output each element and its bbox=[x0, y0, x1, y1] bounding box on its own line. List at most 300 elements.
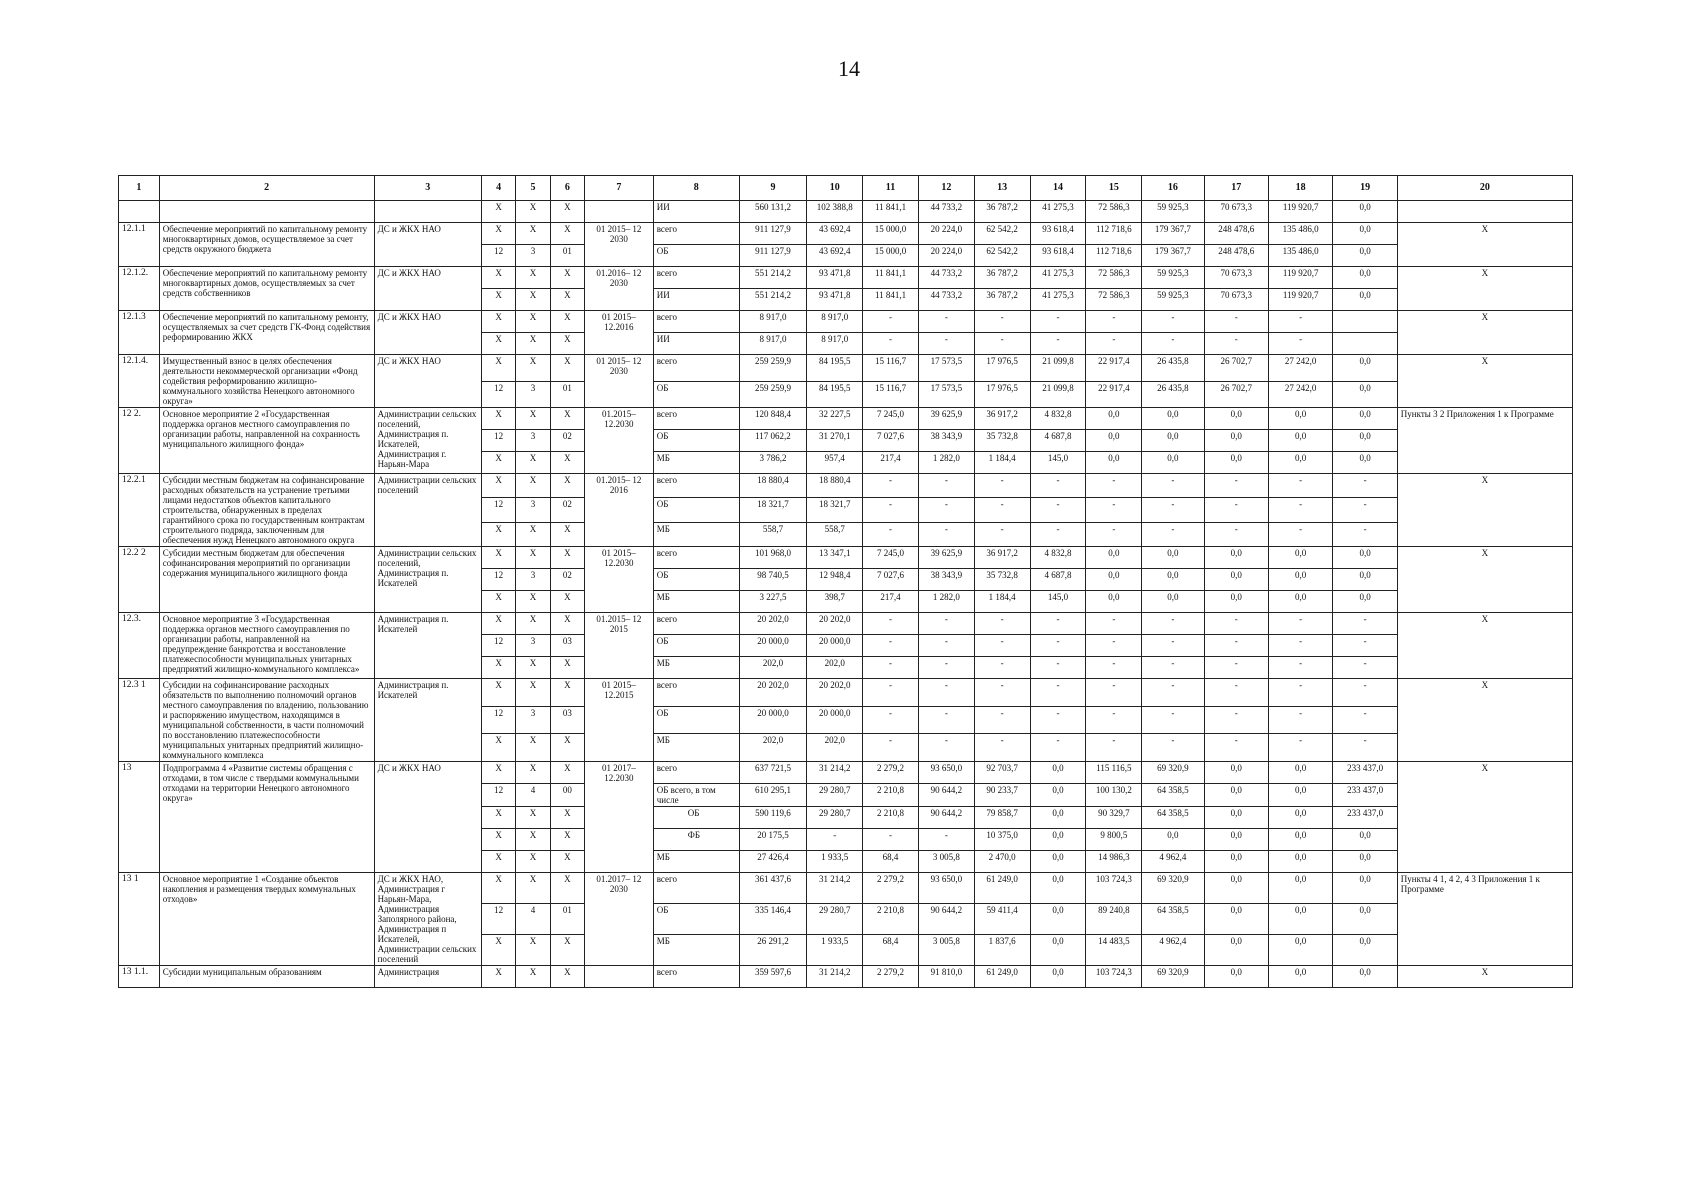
value-cell: 233 437,0 bbox=[1333, 784, 1397, 807]
value-cell: 0,0 bbox=[1142, 408, 1204, 430]
row-note: Х bbox=[1397, 679, 1572, 762]
value-cell: 0,0 bbox=[1268, 829, 1332, 851]
value-cell: - bbox=[1268, 474, 1332, 498]
value-cell: - bbox=[1030, 657, 1086, 679]
code-subsection: 3 bbox=[516, 498, 550, 522]
value-cell: 84 195,5 bbox=[807, 381, 863, 408]
code-item: Х bbox=[550, 762, 584, 784]
row-code: 12.2 2 bbox=[119, 547, 160, 613]
code-section: Х bbox=[481, 311, 515, 333]
value-cell: 3 005,8 bbox=[918, 851, 974, 873]
value-cell: - bbox=[1030, 498, 1086, 522]
value-cell: 0,0 bbox=[1204, 762, 1268, 784]
value-cell: 0,0 bbox=[1333, 851, 1397, 873]
row-code: 13 bbox=[119, 762, 160, 873]
value-cell: 93 618,4 bbox=[1030, 223, 1086, 245]
value-cell: - bbox=[1030, 474, 1086, 498]
value-cell: 31 214,2 bbox=[807, 762, 863, 784]
value-cell: 35 732,8 bbox=[974, 569, 1030, 591]
value-cell: 29 280,7 bbox=[807, 904, 863, 935]
value-cell: 1 933,5 bbox=[807, 851, 863, 873]
row-code: 12.1.3 bbox=[119, 311, 160, 355]
column-header-9: 9 bbox=[739, 176, 807, 201]
value-cell: 335 146,4 bbox=[739, 904, 807, 935]
funding-source: МБ bbox=[653, 935, 739, 966]
value-cell: 15 000,0 bbox=[863, 245, 919, 267]
value-cell: 145,0 bbox=[1030, 452, 1086, 474]
value-cell: 0,0 bbox=[1333, 935, 1397, 966]
funding-source: МБ bbox=[653, 591, 739, 613]
code-item: Х bbox=[550, 807, 584, 829]
value-cell: 590 119,6 bbox=[739, 807, 807, 829]
code-section: Х bbox=[481, 851, 515, 873]
row-name: Обеспечение мероприятий по капитальному ремонту многоквартирных домов, осуществляемое за счет средств окружного бюджета bbox=[159, 223, 374, 267]
value-cell: - bbox=[1268, 311, 1332, 333]
column-header-4: 4 bbox=[481, 176, 515, 201]
value-cell: 90 329,7 bbox=[1086, 807, 1142, 829]
value-cell: 18 321,7 bbox=[807, 498, 863, 522]
column-header-8: 8 bbox=[653, 176, 739, 201]
row-note: Пункты 3 2 Приложения 1 к Программе bbox=[1397, 408, 1572, 474]
value-cell: 233 437,0 bbox=[1333, 807, 1397, 829]
code-section: 12 bbox=[481, 706, 515, 734]
code-section: Х bbox=[481, 355, 515, 382]
value-cell: 93 471,8 bbox=[807, 267, 863, 289]
value-cell bbox=[1333, 333, 1397, 355]
value-cell: - bbox=[1142, 734, 1204, 762]
value-cell: 27 242,0 bbox=[1268, 355, 1332, 382]
value-cell: - bbox=[1204, 333, 1268, 355]
value-cell: 0,0 bbox=[1268, 762, 1332, 784]
value-cell: - bbox=[974, 474, 1030, 498]
funding-source: МБ bbox=[653, 734, 739, 762]
code-section: 12 bbox=[481, 245, 515, 267]
value-cell: 9 800,5 bbox=[1086, 829, 1142, 851]
value-cell: - bbox=[1086, 333, 1142, 355]
row-code: 12 2. bbox=[119, 408, 160, 474]
value-cell: 0,0 bbox=[1086, 452, 1142, 474]
row-name: Подпрограмма 4 «Развитие системы обращения с отходами, в том числе с твердыми коммунальными отходами на территории Ненецкого автономного округа» bbox=[159, 762, 374, 873]
value-cell: 64 358,5 bbox=[1142, 904, 1204, 935]
code-section: 12 bbox=[481, 635, 515, 657]
row-executor: ДС и ЖКХ НАО bbox=[374, 223, 481, 267]
value-cell: - bbox=[918, 829, 974, 851]
code-section: Х bbox=[481, 807, 515, 829]
row-name: Основное мероприятие 3 «Государственная поддержка органов местного самоуправления по организации работы, направленной на предупреждение банкротства и восстановление платежеспособности муниципальных унитарных предприятий жилищно-коммунального комплекса» bbox=[159, 613, 374, 679]
value-cell: 202,0 bbox=[807, 657, 863, 679]
value-cell: 551 214,2 bbox=[739, 267, 807, 289]
column-header-13: 13 bbox=[974, 176, 1030, 201]
value-cell: - bbox=[1030, 522, 1086, 546]
funding-source: всего bbox=[653, 267, 739, 289]
value-cell: 93 650,0 bbox=[918, 873, 974, 904]
value-cell: 0,0 bbox=[1086, 569, 1142, 591]
value-cell: - bbox=[1204, 613, 1268, 635]
value-cell: 0,0 bbox=[1268, 430, 1332, 452]
code-item: Х bbox=[550, 223, 584, 245]
value-cell: 217,4 bbox=[863, 591, 919, 613]
value-cell: 26 435,8 bbox=[1142, 381, 1204, 408]
row-period: 01 2015– 12.2030 bbox=[585, 547, 654, 613]
code-section: Х bbox=[481, 474, 515, 498]
value-cell: 0,0 bbox=[1086, 547, 1142, 569]
value-cell: 911 127,9 bbox=[739, 245, 807, 267]
value-cell: 0,0 bbox=[1268, 873, 1332, 904]
value-cell: 0,0 bbox=[1333, 267, 1397, 289]
row-code: 12.1.1 bbox=[119, 223, 160, 267]
value-cell: 20 000,0 bbox=[807, 706, 863, 734]
code-item: Х bbox=[550, 734, 584, 762]
value-cell: 0,0 bbox=[1268, 452, 1332, 474]
column-header-11: 11 bbox=[863, 176, 919, 201]
code-subsection: Х bbox=[516, 408, 550, 430]
value-cell: 12 948,4 bbox=[807, 569, 863, 591]
value-cell: - bbox=[918, 474, 974, 498]
value-cell: 17 573,5 bbox=[918, 381, 974, 408]
value-cell: - bbox=[1268, 734, 1332, 762]
table-row bbox=[119, 223, 1573, 245]
value-cell: 43 692,4 bbox=[807, 245, 863, 267]
value-cell: 18 880,4 bbox=[807, 474, 863, 498]
value-cell: 4 962,4 bbox=[1142, 935, 1204, 966]
code-item: Х bbox=[550, 829, 584, 851]
value-cell: 0,0 bbox=[1204, 591, 1268, 613]
value-cell: 18 321,7 bbox=[739, 498, 807, 522]
column-header-18: 18 bbox=[1268, 176, 1332, 201]
value-cell: 1 184,4 bbox=[974, 452, 1030, 474]
value-cell: 10 375,0 bbox=[974, 829, 1030, 851]
row-code: 12.2.1 bbox=[119, 474, 160, 547]
value-cell: - bbox=[974, 706, 1030, 734]
value-cell: 957,4 bbox=[807, 452, 863, 474]
row-executor: Администрации сельских поселений, Администрация п. Искателей, Администрация г. Нарьян-Мара bbox=[374, 408, 481, 474]
value-cell: 4 832,8 bbox=[1030, 547, 1086, 569]
value-cell: - bbox=[1333, 635, 1397, 657]
row-code: 12.1.4. bbox=[119, 355, 160, 408]
value-cell: 93 471,8 bbox=[807, 289, 863, 311]
row-executor: ДС и ЖКХ НАО bbox=[374, 267, 481, 311]
table-row bbox=[119, 311, 1573, 333]
row-executor: ДС и ЖКХ НАО bbox=[374, 355, 481, 408]
value-cell: 248 478,6 bbox=[1204, 245, 1268, 267]
table-row bbox=[119, 762, 1573, 784]
funding-source: всего bbox=[653, 474, 739, 498]
value-cell: 20 224,0 bbox=[918, 223, 974, 245]
value-cell: - bbox=[918, 613, 974, 635]
value-cell: 29 280,7 bbox=[807, 807, 863, 829]
value-cell: - bbox=[1333, 679, 1397, 707]
code-subsection: Х bbox=[516, 201, 550, 223]
value-cell: 610 295,1 bbox=[739, 784, 807, 807]
value-cell: - bbox=[1086, 474, 1142, 498]
row-note: Х bbox=[1397, 311, 1572, 355]
value-cell: 2 210,8 bbox=[863, 784, 919, 807]
code-subsection: Х bbox=[516, 333, 550, 355]
value-cell: 359 597,6 bbox=[739, 966, 807, 988]
value-cell: 119 920,7 bbox=[1268, 201, 1332, 223]
value-cell: - bbox=[1142, 311, 1204, 333]
funding-source: МБ bbox=[653, 522, 739, 546]
value-cell: 558,7 bbox=[807, 522, 863, 546]
value-cell: - bbox=[918, 657, 974, 679]
value-cell: - bbox=[1142, 474, 1204, 498]
value-cell: 7 245,0 bbox=[863, 547, 919, 569]
value-cell: 637 721,5 bbox=[739, 762, 807, 784]
value-cell: - bbox=[1204, 474, 1268, 498]
value-cell: 0,0 bbox=[1333, 408, 1397, 430]
code-section: Х bbox=[481, 734, 515, 762]
code-subsection: Х bbox=[516, 734, 550, 762]
value-cell: 0,0 bbox=[1204, 547, 1268, 569]
header-row bbox=[119, 176, 1573, 201]
value-cell: 22 917,4 bbox=[1086, 381, 1142, 408]
value-cell: - bbox=[1030, 311, 1086, 333]
value-cell: 91 810,0 bbox=[918, 966, 974, 988]
value-cell: 20 202,0 bbox=[807, 679, 863, 707]
value-cell: 32 227,5 bbox=[807, 408, 863, 430]
value-cell: 0,0 bbox=[1204, 935, 1268, 966]
row-period: 01 2015– 12.2015 bbox=[585, 679, 654, 762]
value-cell: 44 733,2 bbox=[918, 267, 974, 289]
row-code: 13 1 bbox=[119, 873, 160, 966]
value-cell: - bbox=[863, 613, 919, 635]
row-period: 01 2015– 12.2016 bbox=[585, 311, 654, 355]
value-cell: 0,0 bbox=[1268, 569, 1332, 591]
value-cell: 35 732,8 bbox=[974, 430, 1030, 452]
value-cell: - bbox=[1204, 679, 1268, 707]
value-cell: 59 925,3 bbox=[1142, 289, 1204, 311]
value-cell: 0,0 bbox=[1268, 591, 1332, 613]
code-item: Х bbox=[550, 679, 584, 707]
value-cell: 39 625,9 bbox=[918, 547, 974, 569]
row-name: Имущественный взнос в целях обеспечения деятельности некоммерческой организации «Фонд содействия реформированию жилищно-коммунального хозяйства Ненецкого автономного округа» bbox=[159, 355, 374, 408]
code-section: Х bbox=[481, 762, 515, 784]
code-item: Х bbox=[550, 851, 584, 873]
value-cell: 0,0 bbox=[1333, 547, 1397, 569]
code-item: Х bbox=[550, 935, 584, 966]
value-cell: 72 586,3 bbox=[1086, 289, 1142, 311]
value-cell: - bbox=[1030, 679, 1086, 707]
value-cell: 0,0 bbox=[1030, 851, 1086, 873]
value-cell: 0,0 bbox=[1204, 569, 1268, 591]
row-name: Субсидии муниципальным образованиям bbox=[159, 966, 374, 988]
table-row bbox=[119, 679, 1573, 707]
value-cell: 0,0 bbox=[1333, 430, 1397, 452]
code-subsection: Х bbox=[516, 289, 550, 311]
code-item: Х bbox=[550, 311, 584, 333]
value-cell: 0,0 bbox=[1030, 784, 1086, 807]
row-name: Субсидии местным бюджетам на софинансирование расходных обязательств на устранение третьими лицами недостатков объектов капитального строительства, обнаруженных в пределах гарантийного срока по государственным контрактам строительного подряда, заключенным для обеспечения нужд Ненецкого автономного округа bbox=[159, 474, 374, 547]
value-cell: - bbox=[1333, 657, 1397, 679]
value-cell: 7 245,0 bbox=[863, 408, 919, 430]
code-section: Х bbox=[481, 935, 515, 966]
value-cell: 0,0 bbox=[1333, 569, 1397, 591]
value-cell: - bbox=[1142, 522, 1204, 546]
value-cell: - bbox=[863, 657, 919, 679]
value-cell: 0,0 bbox=[1086, 408, 1142, 430]
value-cell: - bbox=[863, 333, 919, 355]
value-cell: 0,0 bbox=[1268, 408, 1332, 430]
code-section: Х bbox=[481, 452, 515, 474]
funding-source: ИИ bbox=[653, 289, 739, 311]
value-cell: 145,0 bbox=[1030, 591, 1086, 613]
funding-source: ОБ bbox=[653, 807, 739, 829]
value-cell: 0,0 bbox=[1142, 452, 1204, 474]
table-body bbox=[119, 201, 1573, 988]
row-name: Обеспечение мероприятий по капитальному ремонту, осуществляемых за счет средств ГК-Фонд содействия реформированию ЖКХ bbox=[159, 311, 374, 355]
value-cell: - bbox=[1268, 679, 1332, 707]
value-cell: 20 000,0 bbox=[739, 635, 807, 657]
code-section: Х bbox=[481, 679, 515, 707]
funding-source: всего bbox=[653, 679, 739, 707]
row-period: 01.2015– 12.2030 bbox=[585, 408, 654, 474]
value-cell: - bbox=[1268, 498, 1332, 522]
value-cell: 14 986,3 bbox=[1086, 851, 1142, 873]
code-subsection: Х bbox=[516, 547, 550, 569]
code-item: Х bbox=[550, 355, 584, 382]
code-section: Х bbox=[481, 333, 515, 355]
value-cell: 0,0 bbox=[1086, 591, 1142, 613]
value-cell: 0,0 bbox=[1204, 829, 1268, 851]
value-cell: 0,0 bbox=[1030, 807, 1086, 829]
value-cell: 398,7 bbox=[807, 591, 863, 613]
value-cell: 59 411,4 bbox=[974, 904, 1030, 935]
value-cell: 43 692,4 bbox=[807, 223, 863, 245]
value-cell: 0,0 bbox=[1204, 784, 1268, 807]
column-header-14: 14 bbox=[1030, 176, 1086, 201]
value-cell: 70 673,3 bbox=[1204, 201, 1268, 223]
funding-source: всего bbox=[653, 547, 739, 569]
value-cell: - bbox=[1204, 734, 1268, 762]
code-item: Х bbox=[550, 966, 584, 988]
value-cell: 0,0 bbox=[1333, 452, 1397, 474]
code-subsection: Х bbox=[516, 452, 550, 474]
row-note bbox=[1397, 201, 1572, 223]
code-section: Х bbox=[481, 522, 515, 546]
code-item: 02 bbox=[550, 430, 584, 452]
value-cell: 8 917,0 bbox=[739, 333, 807, 355]
column-header-19: 19 bbox=[1333, 176, 1397, 201]
row-note: Х bbox=[1397, 474, 1572, 547]
code-subsection: Х bbox=[516, 267, 550, 289]
code-subsection: 3 bbox=[516, 245, 550, 267]
code-subsection: Х bbox=[516, 522, 550, 546]
value-cell: 4 687,8 bbox=[1030, 430, 1086, 452]
value-cell: - bbox=[1086, 522, 1142, 546]
value-cell: 0,0 bbox=[1204, 807, 1268, 829]
value-cell: 64 358,5 bbox=[1142, 784, 1204, 807]
value-cell: - bbox=[974, 311, 1030, 333]
value-cell: 69 320,9 bbox=[1142, 762, 1204, 784]
code-subsection: Х bbox=[516, 679, 550, 707]
column-header-3: 3 bbox=[374, 176, 481, 201]
code-item: Х bbox=[550, 333, 584, 355]
code-section: Х bbox=[481, 966, 515, 988]
code-item: Х bbox=[550, 657, 584, 679]
row-period bbox=[585, 201, 654, 223]
funding-source: всего bbox=[653, 762, 739, 784]
value-cell: 0,0 bbox=[1204, 904, 1268, 935]
value-cell: 0,0 bbox=[1333, 223, 1397, 245]
column-header-7: 7 bbox=[585, 176, 654, 201]
table-row bbox=[119, 201, 1573, 223]
value-cell: 3 227,5 bbox=[739, 591, 807, 613]
value-cell: 3 005,8 bbox=[918, 935, 974, 966]
column-header-16: 16 bbox=[1142, 176, 1204, 201]
code-section: 12 bbox=[481, 784, 515, 807]
value-cell: 0,0 bbox=[1333, 201, 1397, 223]
value-cell: - bbox=[1086, 706, 1142, 734]
value-cell: - bbox=[1204, 498, 1268, 522]
value-cell: 1 282,0 bbox=[918, 452, 974, 474]
funding-source: ОБ bbox=[653, 569, 739, 591]
code-section: Х bbox=[481, 201, 515, 223]
row-name: Основное мероприятие 1 «Создание объектов накопления и размещения твердых коммунальных отходов» bbox=[159, 873, 374, 966]
value-cell: 202,0 bbox=[807, 734, 863, 762]
value-cell: 62 542,2 bbox=[974, 245, 1030, 267]
value-cell: - bbox=[1142, 498, 1204, 522]
value-cell: 0,0 bbox=[1142, 547, 1204, 569]
value-cell: - bbox=[863, 829, 919, 851]
value-cell: 0,0 bbox=[1333, 591, 1397, 613]
value-cell: - bbox=[1268, 333, 1332, 355]
value-cell: - bbox=[1086, 311, 1142, 333]
value-cell: 8 917,0 bbox=[739, 311, 807, 333]
code-subsection: Х bbox=[516, 762, 550, 784]
value-cell bbox=[1333, 311, 1397, 333]
value-cell: - bbox=[974, 635, 1030, 657]
code-section: 12 bbox=[481, 904, 515, 935]
value-cell: 8 917,0 bbox=[807, 333, 863, 355]
value-cell: 41 275,3 bbox=[1030, 267, 1086, 289]
row-executor: ДС и ЖКХ НАО bbox=[374, 762, 481, 873]
code-section: 12 bbox=[481, 381, 515, 408]
program-funding-table bbox=[118, 175, 1573, 988]
value-cell: 98 740,5 bbox=[739, 569, 807, 591]
funding-source: МБ bbox=[653, 851, 739, 873]
value-cell: - bbox=[863, 635, 919, 657]
code-item: Х bbox=[550, 408, 584, 430]
value-cell: 100 130,2 bbox=[1086, 784, 1142, 807]
value-cell: 1 184,4 bbox=[974, 591, 1030, 613]
value-cell: 0,0 bbox=[1333, 904, 1397, 935]
row-executor: Администрации сельских поселений bbox=[374, 474, 481, 547]
code-section: Х bbox=[481, 873, 515, 904]
value-cell: 36 917,2 bbox=[974, 547, 1030, 569]
funding-source: ОБ bbox=[653, 904, 739, 935]
value-cell: - bbox=[1268, 522, 1332, 546]
value-cell: 0,0 bbox=[1333, 355, 1397, 382]
value-cell: - bbox=[918, 734, 974, 762]
value-cell: - bbox=[1030, 706, 1086, 734]
code-subsection: Х bbox=[516, 613, 550, 635]
value-cell: 135 486,0 bbox=[1268, 223, 1332, 245]
code-section: Х bbox=[481, 289, 515, 311]
value-cell: - bbox=[1086, 679, 1142, 707]
row-code: 13 1.1. bbox=[119, 966, 160, 988]
value-cell: 59 925,3 bbox=[1142, 201, 1204, 223]
value-cell: 59 925,3 bbox=[1142, 267, 1204, 289]
value-cell: 0,0 bbox=[1268, 851, 1332, 873]
row-code: 12.1.2. bbox=[119, 267, 160, 311]
code-subsection: 4 bbox=[516, 904, 550, 935]
value-cell: 20 175,5 bbox=[739, 829, 807, 851]
value-cell: 0,0 bbox=[1333, 829, 1397, 851]
table-row bbox=[119, 474, 1573, 498]
code-subsection: 3 bbox=[516, 635, 550, 657]
column-header-12: 12 bbox=[918, 176, 974, 201]
value-cell: 0,0 bbox=[1204, 966, 1268, 988]
